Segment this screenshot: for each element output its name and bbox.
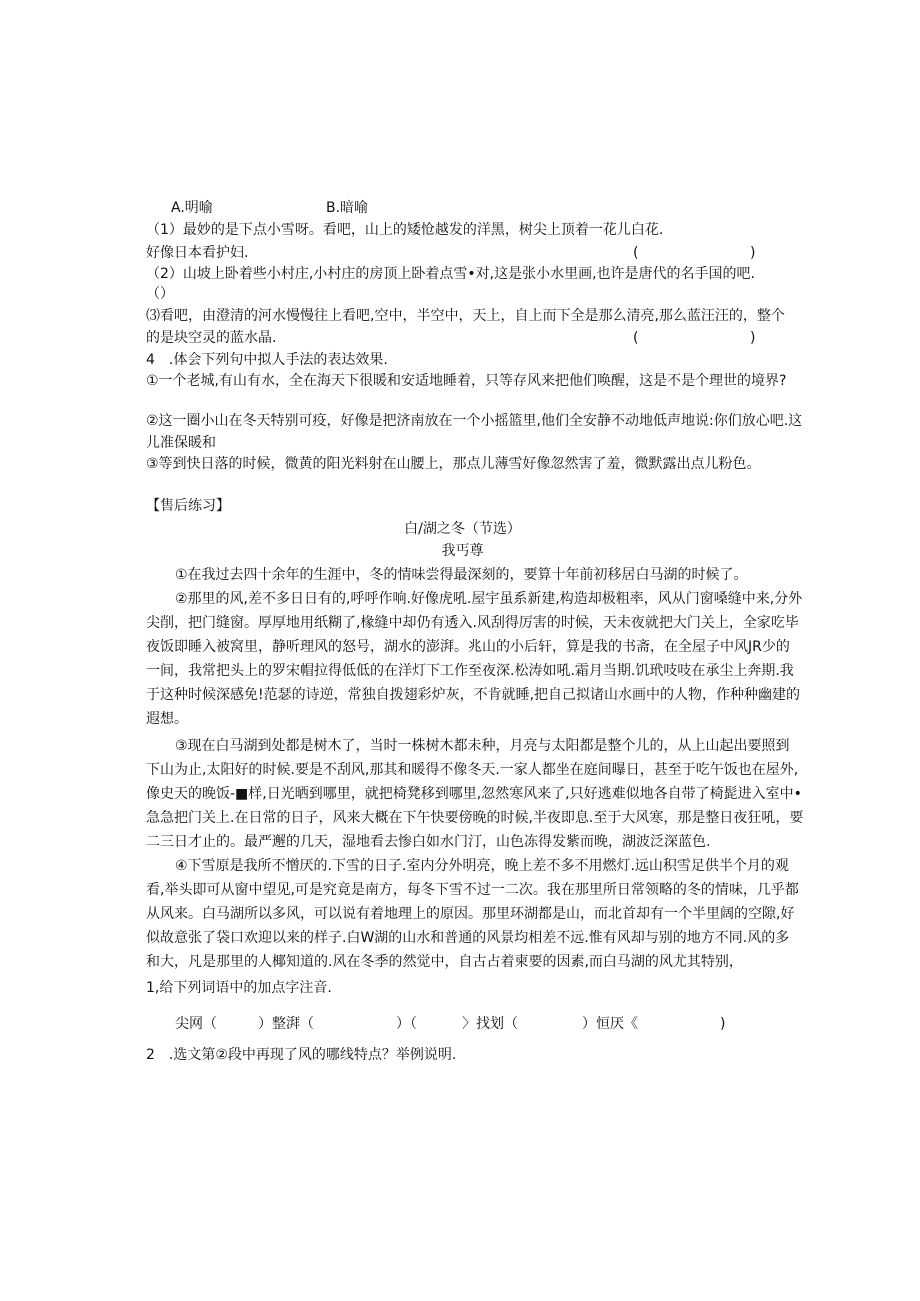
- task-4: 4 .体会下列句中拟人手法的表达效果.: [146, 352, 388, 368]
- q2-line1: （2）山坡上卧着些小村庄,小村庄的房顶上卧着点雪•对,这是张小水里画,也许是唐代的名手国的吧.: [146, 266, 755, 282]
- paragraph-3-line: 像史天的晚饭-■样,日光晒到哪里，就把椅凳移到哪里,忽然寒风来了,只好逃难似地各自带了椅髭进入室中•: [146, 786, 802, 802]
- paragraph-2-line: ②那里的风,差不多日日有的,呼呼作响.好像虎吼.屋宇虽系新建,构造却极粗率，风从门窗嗓缝中来,分外: [175, 591, 803, 607]
- q1-line1: （1）最妙的是下点小雪呀。看吧，山上的矮怆越发的洋黑，树尖上顶着一花儿白花.: [146, 222, 664, 238]
- pinyin-word-3: ）（: [396, 1016, 417, 1032]
- task-1: 1,给下列词语中的加点字注音.: [146, 980, 332, 996]
- paragraph-3-line: ③现在白马湖到处都是树木了，当时一株树木都未种，月亮与太阳都是整个儿的，从上山起出要照到: [175, 738, 790, 754]
- pinyin-word-4: 〉找划（: [462, 1016, 518, 1032]
- paragraph-2-line: 尖削，把门缝窗。厚厚地用纸糊了,椽缝中却仍有透入.风刮得厉害的时候，天未夜就把大门关上，全家吃毕: [146, 615, 799, 631]
- pinyin-word-2: ）整湃（: [258, 1016, 314, 1032]
- passage-author: 我丐尊: [441, 543, 484, 559]
- paragraph-4-line: ④下雪原是我所不憎厌的.下雪的日子.室内分外明亮，晚上差不多不用燃灯.远山积雪足供半个月的观: [175, 858, 789, 874]
- q1-blank-right: ): [750, 245, 756, 261]
- paragraph-4-line: 从风来。白马湖所以多风，可以说有着地理上的原因。那里环湖都是山，而北首却有一个半里阔的空隙,好: [146, 906, 795, 922]
- q2-line2: （）: [146, 286, 174, 302]
- q1-blank-left: (: [633, 245, 639, 261]
- paragraph-4-last: 和大，凡是那里的人椰知道的.风在冬季的然觉中，自古占着柬要的因素,而白马湖的风尤其特别，: [146, 954, 743, 970]
- option-a: A.明喻: [171, 200, 213, 216]
- sentence-3: ③等到快日落的时候，微黄的阳光料射在山腰上，那点儿薄雪好像忽然害了羞，微默露出点儿粉色。: [146, 456, 761, 472]
- passage-title: 白/湖之冬（节选）: [404, 521, 521, 537]
- paragraph-2-last: 遐想。: [146, 711, 188, 727]
- q3-blank-left: (: [633, 330, 639, 346]
- pinyin-word-1: 尖网（: [175, 1016, 217, 1032]
- paragraph-1: ①在我过去四十余年的生涯中，冬的情味尝得最深刻的，要算十年前初移居白马湖的时候了。: [175, 567, 748, 583]
- section-title: 【售后练习】: [146, 498, 230, 514]
- paragraph-4-line: 看,举头即可从窗中望见,可是究竟是南方，每冬下雪不过一二次。我在那里所日常领略的冬的情味，几乎都: [146, 882, 799, 898]
- option-b: B.暗喻: [326, 200, 369, 216]
- sentence-1: ①一个老城,有山有水，全在海天下很暖和安适地睡着，只等存风来把他们唤醒，这是不是个理世的境界?: [146, 373, 787, 389]
- pinyin-close: ): [720, 1016, 726, 1032]
- pinyin-word-5: ）恒厌《: [582, 1016, 638, 1032]
- paragraph-2-line: 夜饭即睡入被窝里，静听理风的怒号，湖水的澎湃。兆山的小后轩，算是我的书斋，在全屋子中风JR少的: [146, 639, 790, 655]
- paragraph-2-line: 一间，我常把头上的罗宋帽拉得低低的在洋灯下工作至夜深.松涛如吼.霜月当期.饥玳吱吱在承尘上奔期.我: [146, 663, 794, 679]
- q1-line2: 好像日本看护妇.: [146, 245, 249, 261]
- q3-blank-right: ): [750, 330, 756, 346]
- sentence-2-line1: ②这一圈小山在冬天特别可疫，好像是把济南放在一个小摇篮里,他们全安静不动地低声地说:你们放心吧.这: [146, 413, 803, 429]
- q3-line1: ⑶看吧，由澄清的河水慢慢往上看吧,空中，半空中，天上，自上而下全是那么清亮,那么蓝汪汪的，整个: [146, 308, 785, 324]
- task-2: 2 .选文第②段中再现了风的哪线特点？举例说明.: [146, 1047, 457, 1063]
- paragraph-3-line: 下山为止,太阳好的时候.要是不刮风,那其和暖得不像冬天.一家人都坐在庭间曝日，甚至于吃午饭也在屋外,: [146, 762, 799, 778]
- paragraph-3-line: 急急把门关上.在日常的日子，风来大概在下午快要傍晚的时候,半夜即息.至于大风寒，那是整日夜狂吼，要: [146, 810, 804, 826]
- paragraph-3-last: 二三日才止的。最严邂的几天，湿地看去惨白如水门汀，山色冻得发紫而晚，湖波泛深蓝色.: [146, 834, 711, 850]
- paragraph-4-line: 似故意张了袋口欢迎以来的样子.白W湖的山水和普通的风景均相差不远.惟有风却与别的地方不同.风的多: [146, 930, 790, 946]
- paragraph-2-line: 于这种时候深感免!范瑟的诗逆，常独自拨翅彩炉灰，不肯就睡,把自己拟诸山水画中的人物，作种种幽建的: [146, 687, 801, 703]
- q3-line2: 的是块空灵的蓝水晶.: [146, 330, 277, 346]
- sentence-2-line2: 儿准保暖和: [146, 435, 216, 451]
